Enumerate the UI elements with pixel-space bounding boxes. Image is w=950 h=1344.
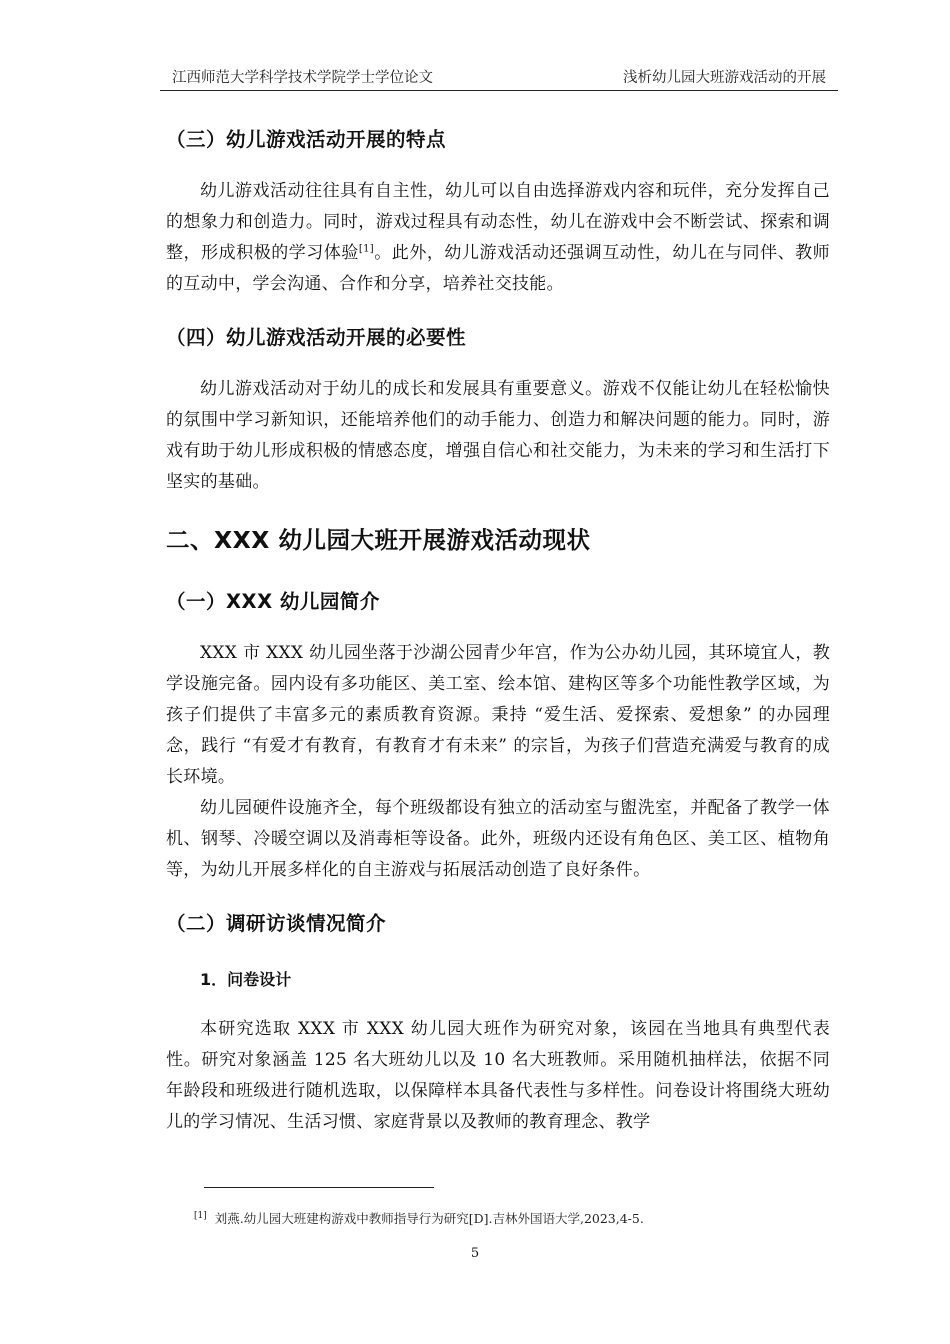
paragraph-text: 幼儿游戏活动往往具有自主性，幼儿可以自由选择游戏内容和玩伴，充分发挥自己的想象力和创造力。同时，游戏过程具有动态性，幼儿在游戏中会不断尝试、探索和调整，形成积极的学习体验 bbox=[166, 181, 830, 263]
page-body bbox=[166, 118, 830, 1138]
section-heading-necessity: （四）幼儿游戏活动开展的必要性 bbox=[166, 326, 467, 349]
section-heading-kindergarten-intro: （一）XXX 幼儿园简介 bbox=[166, 590, 380, 613]
footnote bbox=[194, 1209, 644, 1227]
footnote-text: 刘燕.幼儿园大班建构游戏中教师指导行为研究[D].吉林外国语大学,2023,4-5. bbox=[214, 1211, 644, 1226]
paragraph-necessity: 幼儿游戏活动对于幼儿的成长和发展具有重要意义。游戏不仅能让幼儿在轻松愉快的氛围中学习新知识，还能培养他们的动手能力、创造力和解决问题的能力。同时，游戏有助于幼儿形成积极的情感态度，增强自信心和社交能力，为未来的学习和生活打下坚实的基础。 bbox=[166, 379, 830, 492]
footnote-mark: [1] bbox=[194, 1210, 207, 1221]
paragraph-kindergarten-intro: XXX 市 XXX 幼儿园坐落于沙湖公园青少年宫，作为公办幼儿园，其环境宜人，教学设施完备。园内设有多功能区、美工室、绘本馆、建构区等多个功能性教学区域，为孩子们提供了丰富多元的素质教育资源。秉持 “爱生活、爱探索、爱想象” 的办园理念，践行 “有爱才有教育，有教育才有未来” 的宗旨，为孩子们营造充满爱与教育的成长环境。 bbox=[166, 643, 830, 787]
chapter-heading: 二、XXX 幼儿园大班开展游戏活动现状 bbox=[166, 526, 591, 554]
header-paper-title: 浅析幼儿园大班游戏活动的开展 bbox=[623, 70, 826, 86]
footnote-divider bbox=[204, 1187, 434, 1188]
paragraph-questionnaire: 本研究选取 XXX 市 XXX 幼儿园大班作为研究对象，该园在当地具有典型代表性。研究对象涵盖 125 名大班幼儿以及 10 名大班教师。采用随机抽样法，依据不同年龄段和班级进行随机选取，以保障样本具备代表性与多样性。问卷设计将围绕大班幼儿的学习情况、生活习惯、家庭背景以及教师的教育理念、教学 bbox=[166, 1019, 830, 1132]
paragraph-text: 。此外，幼儿游戏活动还强调互动性，幼儿在与同伴、教师的互动中，学会沟通、合作和分享，培养社交技能。 bbox=[166, 243, 830, 294]
page-number: 5 bbox=[470, 1246, 480, 1261]
paragraph-characteristics bbox=[166, 176, 830, 300]
running-header bbox=[160, 66, 838, 91]
paragraph-facilities: 幼儿园硬件设施齐全，每个班级都设有独立的活动室与盥洗室，并配备了教学一体机、钢琴、冷暖空调以及消毒柜等设备。此外，班级内还设有角色区、美工区、植物角等，为幼儿开展多样化的自主游戏与拓展活动创造了良好条件。 bbox=[166, 798, 830, 880]
header-thesis-title: 江西师范大学科学技术学院学士学位论文 bbox=[172, 70, 433, 86]
section-heading-survey: （二）调研访谈情况简介 bbox=[166, 912, 387, 935]
citation-mark[interactable]: [1] bbox=[358, 243, 374, 255]
section-heading-characteristics: （三）幼儿游戏活动开展的特点 bbox=[166, 128, 447, 151]
subsection-heading-questionnaire: 1．问卷设计 bbox=[200, 970, 292, 989]
